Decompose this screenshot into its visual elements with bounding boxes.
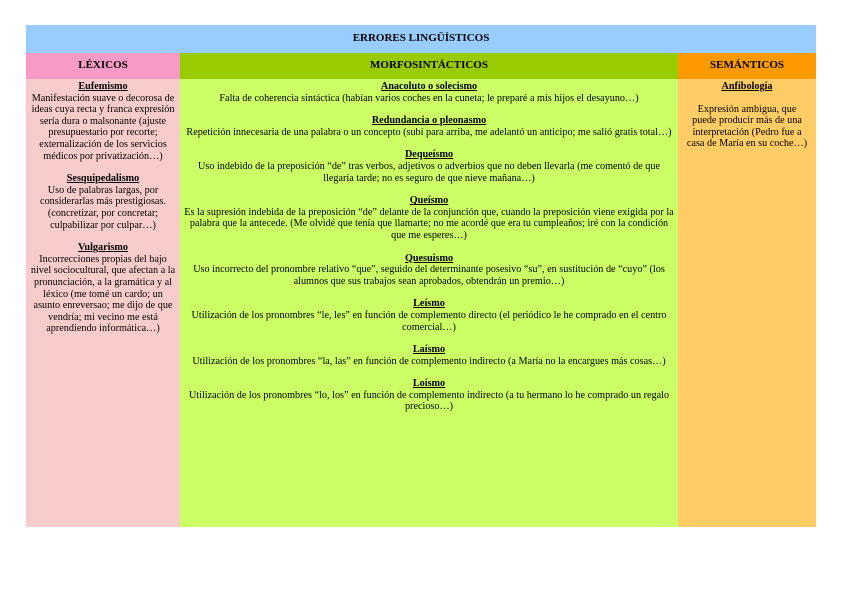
entry-desc: Uso de palabras largas, por considerarlas más prestigiosas. (concretizar, por concretar; culpabilizar por culpar…) (40, 184, 166, 231)
header-lexicos: LÉXICOS (26, 53, 180, 79)
entry-desc: Falta de coherencia sintáctica (habían varios coches en la cuneta; le preparé a mis hijos el desayuno…) (219, 92, 639, 104)
entry-desc: Uso incorrecto del pronombre relativo “que”, seguido del determinante posesivo “su”, en sustitución de “cuyo” (los alumnos que sus trabajos sean aprobados, obtendrán un premio…) (193, 264, 665, 287)
errores-table-container (26, 25, 816, 527)
morf-entry (180, 149, 678, 184)
entry-term: Quesuismo (404, 252, 454, 264)
morf-entry (180, 115, 678, 138)
entry-term: Sesquipedalismo (66, 173, 140, 185)
entry-desc: Utilización de los pronombres “le, les” en función de complemento directo (el periódico le he comprado en el centro comercial…) (191, 309, 667, 333)
entry-term: Anfibología (721, 81, 773, 92)
entry-term: Leísmo (413, 298, 445, 310)
lexico-entry (26, 81, 180, 162)
morf-entry (180, 378, 678, 413)
morf-entry (180, 298, 678, 333)
entry-term: Dequeísmo (404, 149, 454, 161)
entry-term: Laísmo (412, 344, 446, 356)
morfosintacticos-cell (180, 79, 678, 527)
header-morfosintacticos: MORFOSINTÁCTICOS (180, 53, 678, 79)
entry-desc: Manifestación suave o decorosa de ideas cuya recta y franca expresión sería dura o malsonante (ajuste presupuestario por recorte; externalización de los servicios médicos por privatización…) (31, 92, 175, 162)
entry-term: Queísmo (409, 195, 449, 207)
entry-desc: Incorrecciones propias del bajo nivel sociocultural, que afectan a la pronunciación, a la gramática y al léxico (me tomé un cardo; un asunto enreversao; me dijo de que vendría; mi vecino me está aprendiendo informática…) (30, 253, 176, 335)
entry-desc: Es la supresión indebida de la preposición “de” delante de la conjunción que, cuando la preposición viene exigida por la palabra que la antecede. (Me olvidé que tenía que llamarte; no me acordé que era tu cumpleaños; iré con la condición que me esperes…) (184, 206, 674, 241)
entry-term: Eufemismo (78, 81, 128, 92)
sem-entry (678, 81, 816, 150)
entry-term: Redundancia o pleonasmo (371, 115, 487, 127)
entry-term: Anacoluto o solecismo (380, 81, 478, 92)
morf-entry (180, 195, 678, 241)
semanticos-cell (678, 79, 816, 527)
entry-desc: Utilización de los pronombres “la, las” en función de complemento indirecto (a María no la encargues más cosas…) (192, 355, 666, 367)
lexico-entry (26, 242, 180, 335)
lexico-entry (26, 173, 180, 231)
errores-table (26, 25, 816, 527)
lexicos-cell (26, 79, 180, 527)
entry-desc: Expresión ambigua, que puede producir más de una interpretación (Pedro fue a casa de María en su coche…) (686, 103, 808, 150)
header-semanticos: SEMÁNTICOS (678, 53, 816, 79)
morf-entry (180, 253, 678, 288)
entry-desc: Utilización de los pronombres “lo, los” en función de complemento indirecto (a tu hermano lo he comprado un regalo precioso…) (188, 389, 670, 413)
morf-entry (180, 81, 678, 104)
table-title: ERRORES LINGÜÍSTICOS (26, 25, 816, 53)
entry-term: Loísmo (412, 378, 446, 390)
morf-entry (180, 344, 678, 367)
entry-desc: Uso indebido de la preposición “de” tras verbos, adjetivos o adverbios que no deben llevarla (me comentó de que llegaría tarde; no es seguro de que nieve mañana…) (198, 160, 660, 184)
entry-desc: Repetición innecesaria de una palabra o un concepto (subí para arriba, me adelantó un anticipo; me salió gratis total…) (186, 126, 672, 138)
entry-term: Vulgarismo (77, 242, 128, 254)
